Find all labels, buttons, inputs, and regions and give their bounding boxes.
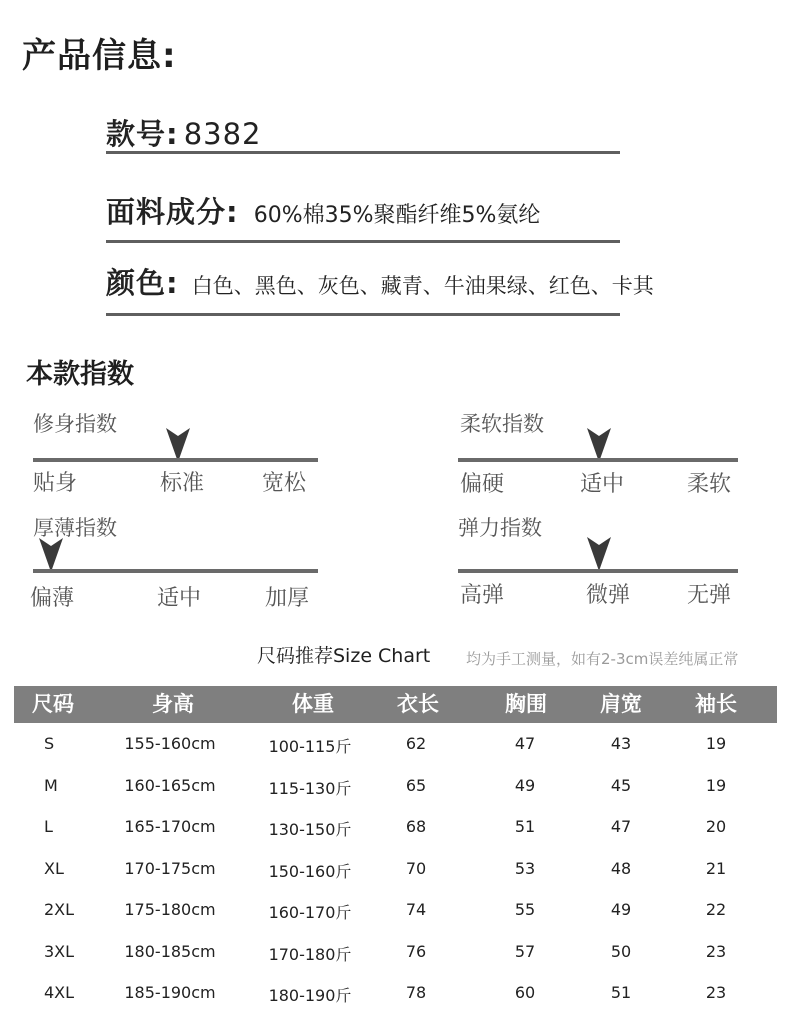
softness-index-label: 适中	[580, 472, 625, 497]
softness-index-label: 偏硬	[460, 472, 505, 497]
softness-index-bar	[458, 458, 738, 462]
softness-index-label: 柔软	[687, 472, 732, 497]
header-cell-chest: 胸围	[505, 692, 547, 716]
thickness-index-bar	[33, 569, 318, 573]
cell-shoulder: 49	[610, 900, 632, 919]
fit-index-title: 修身指数	[33, 412, 117, 436]
cell-chest: 53	[514, 859, 536, 878]
header-cell-shoulder: 肩宽	[600, 692, 642, 716]
cell-length: 62	[405, 734, 427, 753]
color-label: 颜色:	[106, 266, 179, 300]
product-code-value: 8382	[183, 117, 262, 151]
divider	[106, 151, 620, 154]
header-cell-size: 尺码	[32, 692, 74, 716]
cell-length: 65	[405, 776, 427, 795]
divider	[106, 240, 620, 243]
cell-sleeve: 20	[705, 817, 727, 836]
cell-weight: 115-130斤	[268, 779, 352, 798]
cell-length: 74	[405, 900, 427, 919]
cell-sleeve: 22	[705, 900, 727, 919]
cell-shoulder: 48	[610, 859, 632, 878]
cell-chest: 47	[514, 734, 536, 753]
cell-height: 175-180cm	[124, 900, 216, 919]
cell-shoulder: 47	[610, 817, 632, 836]
cell-chest: 55	[514, 900, 536, 919]
cell-sleeve: 21	[705, 859, 727, 878]
elasticity-index-bar	[458, 569, 738, 573]
cell-height: 185-190cm	[124, 983, 216, 1002]
fabric-value: 60%棉35%聚酯纤维5%氨纶	[253, 203, 541, 228]
cell-length: 76	[405, 942, 427, 961]
cell-weight: 170-180斤	[268, 945, 352, 964]
cell-chest: 57	[514, 942, 536, 961]
size-chart-title: 尺码推荐Size Chart	[257, 645, 431, 667]
cell-weight: 180-190斤	[268, 986, 352, 1005]
fit-index-label: 宽松	[262, 471, 307, 496]
cell-height: 155-160cm	[124, 734, 216, 753]
color-value: 白色、黑色、灰色、藏青、牛油果绿、红色、卡其	[191, 274, 654, 298]
thickness-index-label: 偏薄	[30, 586, 75, 611]
cell-weight: 160-170斤	[268, 903, 352, 922]
size-chart-header	[14, 686, 777, 723]
thickness-index-title: 厚薄指数	[33, 516, 117, 540]
cell-chest: 60	[514, 983, 536, 1002]
fabric-label: 面料成分:	[106, 195, 239, 229]
cell-length: 78	[405, 983, 427, 1002]
elasticity-index-label: 微弹	[586, 583, 631, 608]
cell-weight: 150-160斤	[268, 862, 352, 881]
cell-shoulder: 50	[610, 942, 632, 961]
size-chart-note: 均为手工测量，如有2-3cm误差纯属正常	[466, 650, 739, 668]
elasticity-index-title: 弹力指数	[458, 516, 542, 540]
page-title: 产品信息:	[22, 36, 177, 76]
header-cell-height: 身高	[152, 692, 194, 716]
cell-size: XL	[44, 859, 64, 878]
cell-height: 160-165cm	[124, 776, 216, 795]
fabric-row	[106, 190, 620, 231]
cell-size: 4XL	[44, 983, 75, 1002]
product-code-label: 款号:	[106, 117, 179, 151]
elasticity-index-label: 无弹	[687, 583, 732, 608]
cell-chest: 51	[514, 817, 536, 836]
cell-sleeve: 19	[705, 734, 727, 753]
header-cell-length: 衣长	[397, 692, 439, 716]
cell-size: S	[44, 734, 55, 753]
fit-index-label: 标准	[160, 471, 205, 496]
cell-shoulder: 45	[610, 776, 632, 795]
cell-size: M	[44, 776, 58, 795]
cell-length: 68	[405, 817, 427, 836]
cell-sleeve: 23	[705, 942, 727, 961]
header-cell-sleeve: 袖长	[695, 692, 737, 716]
cell-height: 180-185cm	[124, 942, 216, 961]
cell-sleeve: 23	[705, 983, 727, 1002]
color-row	[106, 261, 786, 302]
cell-weight: 130-150斤	[268, 820, 352, 839]
divider	[106, 313, 620, 316]
cell-size: 3XL	[44, 942, 75, 961]
cell-chest: 49	[514, 776, 536, 795]
cell-size: L	[44, 817, 53, 836]
fit-index-label: 贴身	[33, 471, 78, 496]
cell-height: 170-175cm	[124, 859, 216, 878]
cell-sleeve: 19	[705, 776, 727, 795]
softness-index-title: 柔软指数	[460, 412, 544, 436]
thickness-index-label: 加厚	[265, 586, 310, 611]
cell-shoulder: 51	[610, 983, 632, 1002]
product-code-row	[106, 112, 620, 153]
index-section-title: 本款指数	[26, 359, 134, 390]
elasticity-index-label: 高弹	[460, 583, 505, 608]
cell-weight: 100-115斤	[268, 737, 352, 756]
cell-shoulder: 43	[610, 734, 632, 753]
header-cell-weight: 体重	[292, 692, 334, 716]
cell-length: 70	[405, 859, 427, 878]
cell-height: 165-170cm	[124, 817, 216, 836]
cell-size: 2XL	[44, 900, 75, 919]
fit-index-bar	[33, 458, 318, 462]
thickness-index-label: 适中	[157, 586, 202, 611]
